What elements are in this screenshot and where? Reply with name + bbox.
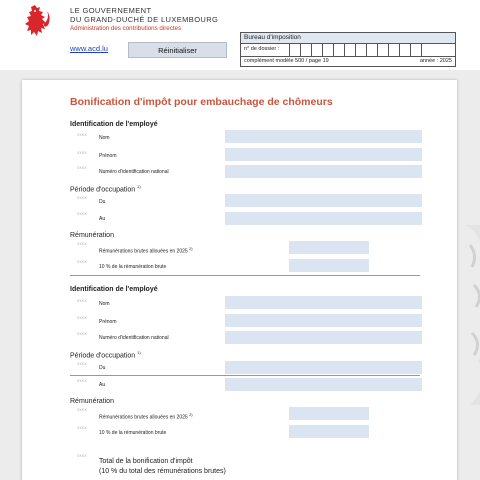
periode-heading xyxy=(70,184,141,193)
periode-heading-text: Période d'occupation xyxy=(70,186,136,194)
field-code: XXXX xyxy=(77,426,87,430)
remunerations-brutes-text: Rémunérations brutes allouées en 2025 xyxy=(99,248,188,255)
nom-label: Nom xyxy=(99,135,110,141)
employee-2-remunerations-brutes-input[interactable] xyxy=(289,407,369,420)
employee-1-nom-input[interactable] xyxy=(225,130,422,143)
footnote-ref: 2) xyxy=(189,412,193,417)
employee-1-au-input[interactable] xyxy=(225,212,422,225)
footnote-ref: 2) xyxy=(189,246,193,251)
field-code: XXXX xyxy=(77,332,87,336)
modele-page-reference: complément modèle 500 / page 19 xyxy=(244,58,329,64)
total-line2: (10 % du total des rémunérations brutes) xyxy=(99,467,226,475)
dossier-digit-cell[interactable] xyxy=(289,44,300,56)
dossier-digit-cell[interactable] xyxy=(410,44,421,56)
au-label: Au xyxy=(99,382,106,388)
field-code: XXXX xyxy=(77,379,87,383)
du-label: Du xyxy=(99,199,106,205)
dossier-digit-cell[interactable] xyxy=(399,44,410,56)
employee-1-du-input[interactable] xyxy=(225,194,422,207)
section-divider xyxy=(70,375,420,376)
dossier-digit-cell[interactable] xyxy=(388,44,399,56)
employee-2-nom-input[interactable] xyxy=(225,296,422,309)
total-line1: Total de la bonification d'impôt xyxy=(99,458,193,465)
acd-website-link[interactable]: www.acd.lu xyxy=(70,44,108,53)
dossier-digit-cell[interactable] xyxy=(377,44,388,56)
employee-2-au-input[interactable] xyxy=(225,378,422,391)
dossier-digit-cell[interactable] xyxy=(311,44,322,56)
form-title: Bonification d'impôt pour embauchage de chômeurs xyxy=(70,96,333,108)
field-code: XXXX xyxy=(77,408,87,412)
section-divider xyxy=(70,275,420,276)
luxembourg-lion-logo xyxy=(22,4,52,38)
reset-button[interactable]: Réinitialiser xyxy=(128,42,227,58)
au-label: Au xyxy=(99,216,106,222)
dossier-number-cells[interactable] xyxy=(289,44,432,56)
dossier-digit-cell[interactable] xyxy=(300,44,311,56)
field-code: XXXX xyxy=(77,299,87,303)
employee-identification-heading: Identification de l'employé xyxy=(70,286,158,293)
remuneration-heading: Rémunération xyxy=(70,398,114,405)
field-code: XXXX xyxy=(77,362,87,366)
footnote-ref: 1) xyxy=(137,350,141,355)
field-code: XXXX xyxy=(77,260,87,264)
remunerations-brutes-label xyxy=(99,246,193,255)
dossier-digit-cell[interactable] xyxy=(366,44,377,56)
dix-pourcent-label: 10 % de la rémunération brute xyxy=(99,430,167,436)
footnote-ref: 1) xyxy=(137,184,141,189)
dossier-digit-cell[interactable] xyxy=(421,44,432,56)
field-code: XXXX xyxy=(77,212,87,216)
dix-pourcent-label: 10 % de la rémunération brute xyxy=(99,264,167,270)
dossier-digit-cell[interactable] xyxy=(344,44,355,56)
form-page xyxy=(22,80,457,480)
employee-1-prenom-input[interactable] xyxy=(225,148,422,161)
header-bar xyxy=(0,0,480,70)
bureau-imposition-box xyxy=(240,32,456,67)
dossier-digit-cell[interactable] xyxy=(355,44,366,56)
du-label: Du xyxy=(99,365,106,371)
employee-1-matricule-input[interactable] xyxy=(225,165,422,178)
prenom-label: Prénom xyxy=(99,153,117,159)
matricule-label: Numéro d'identification national xyxy=(99,335,169,341)
employee-2-prenom-input[interactable] xyxy=(225,314,422,327)
periode-heading-text: Période d'occupation xyxy=(70,352,136,360)
field-code: XXXX xyxy=(77,454,87,458)
employee-1-dix-pourcent-input[interactable] xyxy=(289,259,369,272)
periode-heading xyxy=(70,350,141,359)
field-code: XXXX xyxy=(77,316,87,320)
prenom-label: Prénom xyxy=(99,319,117,325)
remunerations-brutes-text: Rémunérations brutes allouées en 2025 xyxy=(99,414,188,421)
dossier-number-label: n° de dossier : xyxy=(244,46,280,52)
divider xyxy=(241,56,455,57)
remunerations-brutes-label xyxy=(99,412,193,421)
total-bonification-label xyxy=(99,457,226,476)
bureau-imposition-field[interactable]: Bureau d'imposition xyxy=(241,33,455,44)
field-code: XXXX xyxy=(77,166,87,170)
tax-year: année : 2025 xyxy=(419,58,452,64)
government-name-line1: LE GOUVERNEMENT xyxy=(70,6,152,15)
field-code: XXXX xyxy=(77,196,87,200)
remuneration-heading: Rémunération xyxy=(70,232,114,239)
field-code: XXXX xyxy=(77,242,87,246)
dossier-digit-cell[interactable] xyxy=(322,44,333,56)
employee-2-du-input[interactable] xyxy=(225,361,422,374)
employee-identification-heading: Identification de l'employé xyxy=(70,121,158,128)
dossier-digit-cell[interactable] xyxy=(333,44,344,56)
matricule-label: Numéro d'identification national xyxy=(99,169,169,175)
nom-label: Nom xyxy=(99,301,110,307)
administration-name: Administration des contributions directes xyxy=(70,25,182,32)
field-code: XXXX xyxy=(77,133,87,137)
field-code: XXXX xyxy=(77,151,87,155)
employee-2-dix-pourcent-input[interactable] xyxy=(289,425,369,438)
government-name-line2: DU GRAND-DUCHÉ DE LUXEMBOURG xyxy=(70,15,219,24)
employee-1-remunerations-brutes-input[interactable] xyxy=(289,241,369,254)
employee-2-matricule-input[interactable] xyxy=(225,331,422,344)
